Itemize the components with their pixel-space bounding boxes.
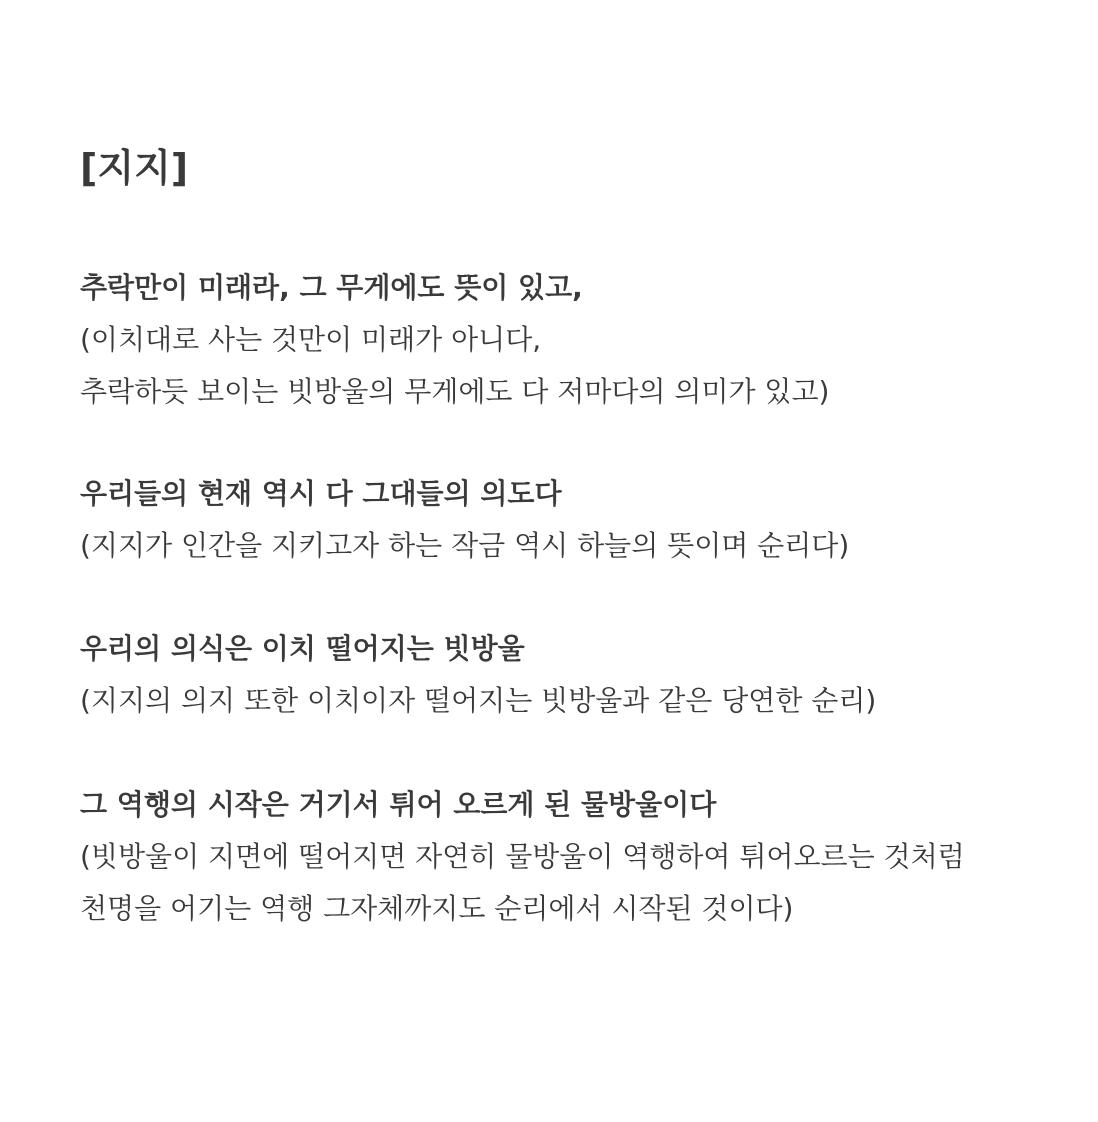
stanza-1-line-1: 추락만이 미래라, 그 무게에도 뜻이 있고, [80, 271, 583, 304]
stanza-4 [80, 779, 965, 935]
stanza-3-line-1: 우리의 의식은 이치 떨어지는 빗방울 [80, 632, 525, 665]
stanza-1-line-3: 추락하듯 보이는 빗방울의 무게에도 다 저마다의 의미가 있고) [80, 375, 830, 408]
stanza-2-line-1: 우리들의 현재 역시 다 그대들의 의도다 [80, 477, 562, 510]
stanza-3 [80, 623, 876, 727]
stanza-3-line-2: (지지의 의지 또한 이치이자 떨어지는 빗방울과 같은 당연한 순리) [80, 684, 877, 717]
stanza-2-line-2: (지지가 인간을 지키고자 하는 작금 역시 하늘의 뜻이며 순리다) [80, 529, 850, 562]
stanza-1 [80, 262, 829, 418]
stanza-4-line-2: (빗방울이 지면에 떨어지면 자연히 물방울이 역행하여 튀어오르는 것처럼 [80, 840, 965, 873]
stanza-2 [80, 468, 849, 572]
document-title: [지지] [80, 146, 189, 190]
stanza-4-line-3: 천명을 어기는 역행 그자체까지도 순리에서 시작된 것이다) [80, 892, 794, 925]
stanza-4-line-1: 그 역행의 시작은 거기서 튀어 오르게 된 물방울이다 [80, 788, 717, 821]
document-body [80, 138, 1070, 925]
stanza-1-line-2: (이치대로 사는 것만이 미래가 아니다, [80, 323, 542, 356]
